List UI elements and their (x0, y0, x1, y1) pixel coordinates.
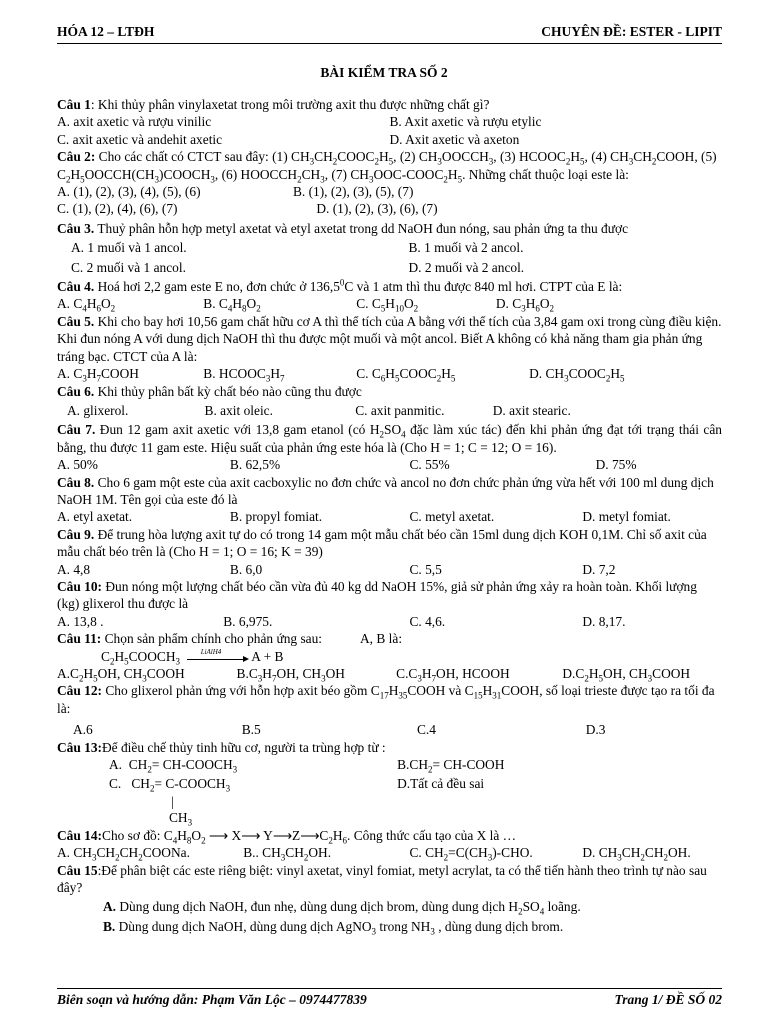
questions (57, 96, 722, 935)
question-text: Thuỷ phân hỗn hợp metyl axetat và etyl axetat trong dd NaOH đun nóng, sau phản ứng ta thu được (94, 220, 629, 236)
option-c: C. $CH_2=C(CH_3)$-CHO. (409, 845, 533, 863)
options (57, 844, 722, 861)
option-c: C. 2 muối và 1 ancol. (71, 259, 186, 275)
test-title: BÀI KIỂM TRA SỐ 2 (320, 65, 448, 80)
reaction-arrow (187, 647, 249, 663)
option-b: B. Dùng dung dịch NaOH, dùng dung dịch AgNO$_3$ trong $NH_3$ , dùng dung dịch brom. (103, 918, 564, 937)
option-c: C. 5,5 (409, 561, 442, 577)
page-footer (57, 988, 722, 1008)
option-b: $B.CH_2=$ CH-COOH (397, 757, 505, 775)
option-a: A. etyl axetat. (57, 509, 133, 525)
option-a: A. $CH_2=$ $CH-COOCH_3$ (109, 757, 238, 775)
option-a: A. 13,8 . (57, 613, 104, 629)
option-a: A. 50% (57, 457, 98, 473)
question-text: Câu 2: Cho các chất có CTCT sau đây: (1) $CH_3CH_2COOC_2H_5$, (2) $CH_3OOCCH_3$, (3) $HCOOC_2H_5$, (4) $CH_3CH_2COOH$, (5) $C_2H_5OOCCH(CH_3)COOCH_3$, (6) $HOOCCH_2CH_3$, (7) $CH_3OOC-COOC_2H_5$. Những chất thuộc loại este là: (57, 149, 717, 185)
question-text: Để trung hòa lượng axit tự do có trong 14 gam một mẫu chất béo cần 15ml dung dịch KOH 0,1M. Chỉ số axit của mẫu chất béo trên là (Cho H = 1; O = 16; K = 39) (57, 526, 707, 560)
question-number: Câu 13: (57, 739, 103, 755)
option-b: B. $C_4H_8O_2$ (203, 296, 261, 315)
option-d: D. 2 muối và 2 ancol. (408, 259, 525, 275)
option-d: D. $C_3H_6O_2$ (495, 296, 555, 315)
option-a: A. (1), (2), (3), (4), (5), (6) (57, 184, 201, 200)
option-d: D. 75% (595, 457, 637, 473)
options (57, 665, 722, 682)
option-b: $B.C_3H_7OH$, $CH_3OH$ (236, 666, 345, 684)
option-d: D. $CH_3CH_2CH_2OH$. (582, 845, 691, 863)
question-14 (57, 827, 722, 862)
option-d: D. $CH_3COOC_2H_5$ (529, 366, 625, 384)
option-b: B. axit oleic. (204, 402, 273, 418)
option-a: A. glixerol. (67, 402, 129, 418)
question-3 (57, 220, 722, 276)
option-c: C. 55% (409, 457, 450, 473)
question-text: :Để phân biệt các este riêng biệt: vinyl axetat, vinyl fomiat, metyl acrylat, ta có thể tiến hành theo trình tự nào sau đây? (57, 862, 707, 896)
question-text-part2: C và 1 atm thì thu được 840 ml hơi. CTPT của E là: (344, 279, 623, 295)
option-a: A. $C_3H_7COOH$ (57, 366, 139, 384)
option-a: A. Dùng dung dịch NaOH, đun nhẹ, dùng dung dịch brom, dùng dung dịch $H_2SO_4$ loãng. (103, 899, 581, 918)
options (57, 365, 722, 382)
question-4: Câu 4. Hoá hơi 2,2 gam este E no, đơn chức ở 136,5$^0$C và 1 atm thì thu được 840 ml hơi. CTPT của E là: A. $C_4H_6O_2$ B. $C_4H_8O_2$ C. $C_5H_{10}O_2$ D. $C_3H_6O_2$ (57, 278, 722, 313)
option-c: C. axit panmitic. (355, 402, 445, 418)
footer-page: Trang 1/ ĐỀ SỐ 02 (614, 992, 722, 1007)
option-b: B.. $CH_3CH_2OH$. (243, 845, 332, 863)
header-subject: HÓA 12 – LTĐH (57, 23, 155, 39)
question-number: Câu 11: (57, 631, 102, 647)
question-7 (57, 421, 722, 473)
option-d: D.3 (585, 722, 606, 738)
question-number: Câu 1 (57, 97, 91, 112)
question-ab: A, B là: (360, 631, 403, 647)
question-number: Câu 2: (57, 149, 96, 165)
structure-methyl: $CH_3$ (169, 809, 193, 828)
option-b: B. 62,5% (229, 457, 281, 473)
question-number: Câu 12: (57, 683, 103, 699)
option-c: $C.C_3H_7OH$, HCOOH (396, 666, 510, 684)
question-number: Câu 10: (57, 578, 103, 594)
page-header (57, 22, 722, 44)
option-a: $A.C_2H_5OH$, $CH_3COOH$ (57, 666, 185, 684)
question-text: Khi thủy phân bất kỳ chất béo nào cũng thu được (94, 383, 362, 399)
question-text: Để điều chế thủy tinh hữu cơ, người ta trùng hợp từ : (102, 739, 386, 755)
question-9 (57, 526, 722, 578)
option-d: D. axit stearic. (492, 402, 571, 418)
option-a: A. axit axetic và rượu vinilic (57, 114, 212, 130)
question-number: Câu 9. (57, 526, 95, 542)
option-a: A.6 (73, 722, 93, 738)
question-text: : Khi thủy phân vinylaxetat trong môi trường axit thu được những chất gì? (90, 97, 490, 112)
question-number: Câu 8. (57, 474, 95, 490)
question-15 (57, 862, 722, 936)
question-13 (57, 739, 722, 828)
question-11 (57, 630, 722, 682)
question-2 (57, 148, 722, 218)
option-c: C.4 (416, 722, 436, 738)
question-text: Khi cho bay hơi 10,56 gam chất hữu cơ A thì thể tích của A bằng với thể tích của 3,84 gam oxi trong cùng điều kiện. Khi đun nóng A với dung dịch NaOH thì thu được một muối và một ancol. Biết A không có khả năng tham gia phản ứng tráng bạc. CTCT của A là: (57, 313, 722, 364)
option-b: B.5 (241, 722, 261, 738)
option-b: B. propyl fomiat. (229, 509, 323, 525)
question-number: Câu 15 (57, 862, 98, 878)
question-text: Chọn sản phẩm chính cho phản ứng sau: (101, 631, 323, 647)
question-8 (57, 474, 722, 526)
option-b: B. 6,975. (223, 613, 273, 629)
question-number: Câu 3. (57, 220, 95, 236)
option-a: A. 1 muối và 1 ancol. (71, 240, 187, 256)
option-c: C. $C_5H_{10}O_2$ (356, 296, 419, 315)
option-b: B. (1), (2), (3), (5), (7) (292, 184, 414, 200)
question-text: Câu 14:Cho sơ đồ: $C_4H_8O_2$ ⟶ X⟶ $Y⟶Z⟶C_2H_6$. Công thức cấu tạo của X là … (57, 827, 517, 846)
option-d: D. 8,17. (582, 613, 626, 629)
question-number: Câu 4. (57, 279, 95, 295)
header-topic: CHUYÊN ĐỀ: ESTER - LIPIT (541, 23, 722, 39)
option-a: A. 4,8 (57, 561, 91, 577)
option-c: C. $CH_2=$ $C-COOCH_3$ (109, 776, 231, 795)
arrow-label: LiAlH4 (200, 647, 222, 656)
question-number: Câu 6. (57, 383, 95, 399)
question-text: Câu 7. Đun 12 gam axit axetic với 13,8 gam etanol (có $H_2SO_4$ đặc làm xúc tác) đến khi phản ứng đạt tới trạng thái cân bằng, thu được 11 gam este. Hiệu suất của phản ứng este hóa là (Cho H = 1; C = 12; O = 16). (57, 422, 722, 455)
option-d: D. Axit axetic và axeton (389, 131, 520, 147)
question-number: Câu 5. (57, 313, 95, 329)
option-c: C. axit axetic và andehit axetic (57, 131, 223, 147)
question-1 (57, 96, 722, 148)
option-b: B. 6,0 (229, 561, 263, 577)
option-a: A. $CH_3CH_2CH_2COONa$. (57, 845, 190, 863)
question-text: Câu 12: Cho glixerol phản ứng với hỗn hợp axit béo gồm $C_{17}H_{35}COOH$ và $C_{15}H_{31}COOH$, số loại trieste được tạo ra tối đa là: (57, 683, 715, 716)
option-b: B. $HCOOC_3H_7$ (203, 366, 285, 384)
question-text: Cho 6 gam một este của axit cacboxylic no đơn chức và ancol no đơn chức phản ứng vừa hết với 100 ml dung dịch NaOH 1M. Tên gọi của este đó là (57, 474, 714, 507)
option-c: C. $C_6H_5COOC_2H_5$ (356, 366, 456, 384)
option-b: B. Axit axetic và rượu etylic (389, 114, 542, 130)
structure-bond: | (171, 793, 174, 809)
question-6 (57, 383, 722, 420)
option-d: D. 7,2 (582, 561, 616, 577)
reaction: $C_2H_5COOCH_3$ LiAlH4 A + B (101, 647, 284, 667)
reaction-products: A + B (251, 648, 284, 664)
question-number: Câu 7. (57, 422, 96, 438)
question-number: Câu 14: (57, 827, 103, 843)
option-d: D. metyl fomiat. (582, 509, 671, 525)
option-c: C. (1), (2), (4), (6), (7) (57, 201, 178, 217)
question-text: Đun nóng một lượng chất béo cần vừa đủ 40 kg dd NaOH 15%, giả sử phản ứng xảy ra hoàn toàn. Khối lượng (kg) glixerol thu được là (57, 578, 697, 612)
option-b: B. 1 muối và 2 ancol. (408, 240, 524, 256)
question-5 (57, 313, 722, 383)
option-a: A. $C_4H_6O_2$ (57, 296, 116, 315)
option-c: C. 4,6. (409, 613, 446, 629)
question-12 (57, 682, 722, 738)
option-c: C. metyl axetat. (409, 509, 495, 525)
option-d: D.Tất cả đều sai (397, 776, 485, 792)
question-text-part1: Hoá hơi 2,2 gam este E no, đơn chức ở 136,5 (94, 279, 340, 295)
footer-author: Biên soạn và hướng dẫn: Phạm Văn Lộc – 0974477839 (57, 992, 367, 1007)
option-d: D. (1), (2), (3), (6), (7) (316, 201, 438, 217)
question-10 (57, 578, 722, 630)
option-d: $D.C_2H_5OH$, $CH_3COOH$ (562, 666, 691, 684)
